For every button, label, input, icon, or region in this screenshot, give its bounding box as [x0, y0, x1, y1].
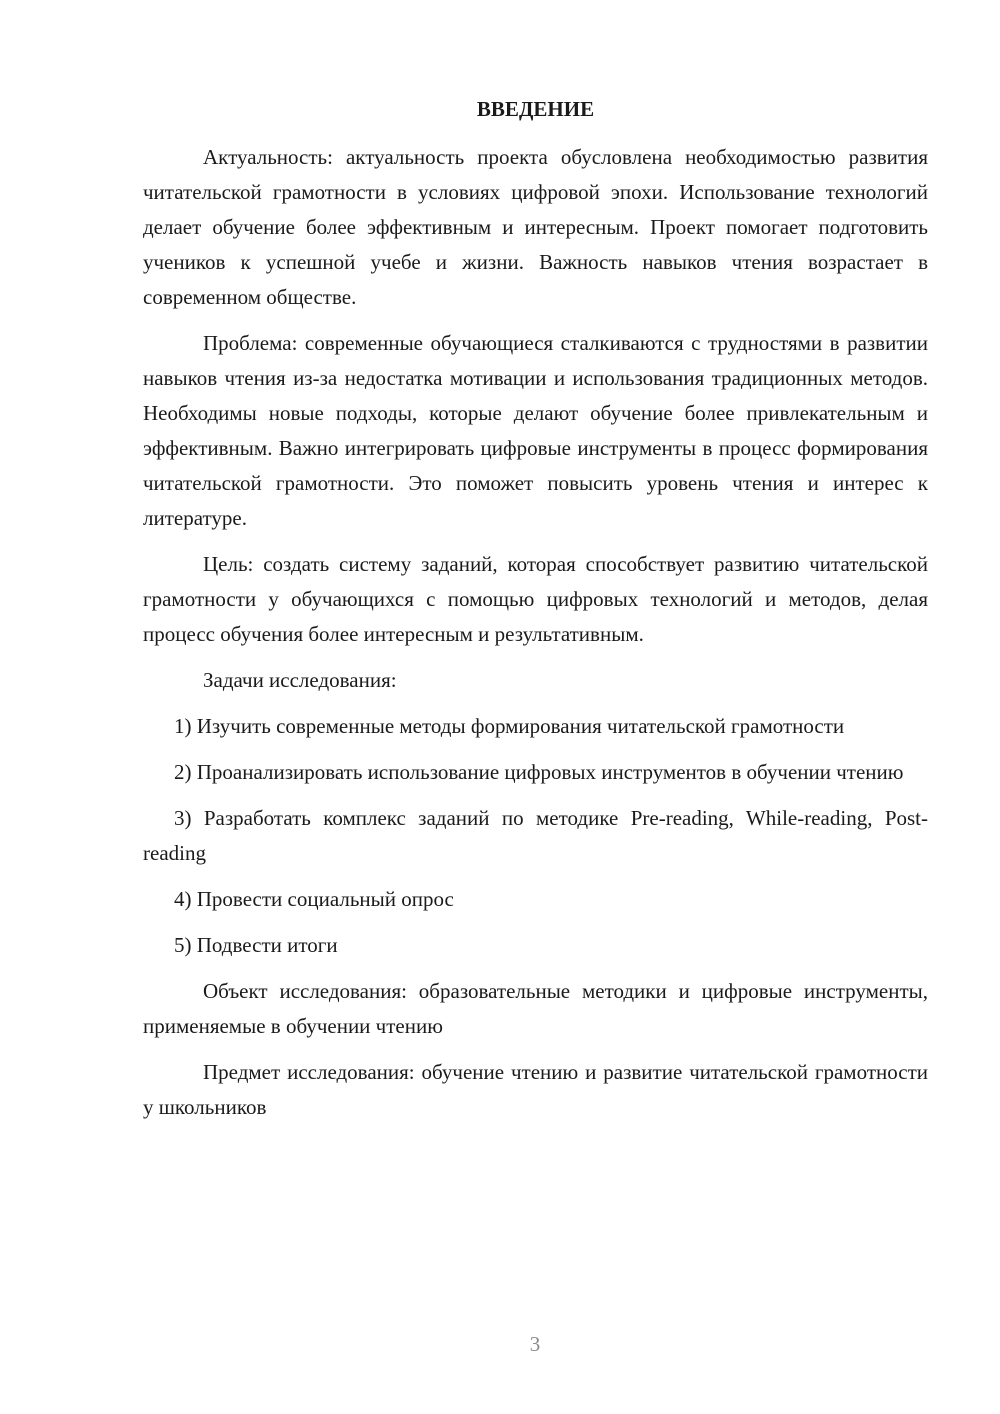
paragraph-relevance: Актуальность: актуальность проекта обусловлена необходимостью развития читательской грамотности в условиях цифровой эпохи. Использование технологий делает обучение более эффективным и интересным. Проект помогает подготовить учеников к успешной учебе и жизни. Важность навыков чтения возрастает в современном обществе. — [143, 145, 928, 309]
section-title: ВВЕДЕНИЕ — [476, 97, 595, 121]
task-item-5: 5) Подвести итоги — [174, 933, 338, 957]
page-number: 3 — [529, 1332, 541, 1356]
task-item-1: 1) Изучить современные методы формирования читательской грамотности — [174, 714, 845, 738]
document-body — [143, 92, 928, 1125]
task-item-4: 4) Провести социальный опрос — [174, 887, 454, 911]
tasks-heading: Задачи исследования: — [203, 668, 397, 692]
task-item-2: 2) Проанализировать использование цифровых инструментов в обучении чтению — [174, 760, 904, 784]
task-item-3: 3) Разработать комплекс заданий по методике Pre-reading, While-reading, Post-reading — [143, 806, 928, 865]
paragraph-problem: Проблема: современные обучающиеся сталкиваются с трудностями в развитии навыков чтения из-за недостатка мотивации и использования традиционных методов. Необходимы новые подходы, которые делают обучение более привлекательным и эффективным. Важно интегрировать цифровые инструменты в процесс формирования читательской грамотности. Это поможет повысить уровень чтения и интерес к литературе. — [143, 331, 928, 530]
paragraph-object: Объект исследования: образовательные методики и цифровые инструменты, применяемые в обучении чтению — [143, 979, 928, 1038]
paragraph-goal: Цель: создать систему заданий, которая способствует развитию читательской грамотности у обучающихся с помощью цифровых технологий и методов, делая процесс обучения более интересным и результативным. — [143, 552, 928, 646]
paragraph-subject: Предмет исследования: обучение чтению и развитие читательской грамотности у школьников — [143, 1060, 928, 1119]
